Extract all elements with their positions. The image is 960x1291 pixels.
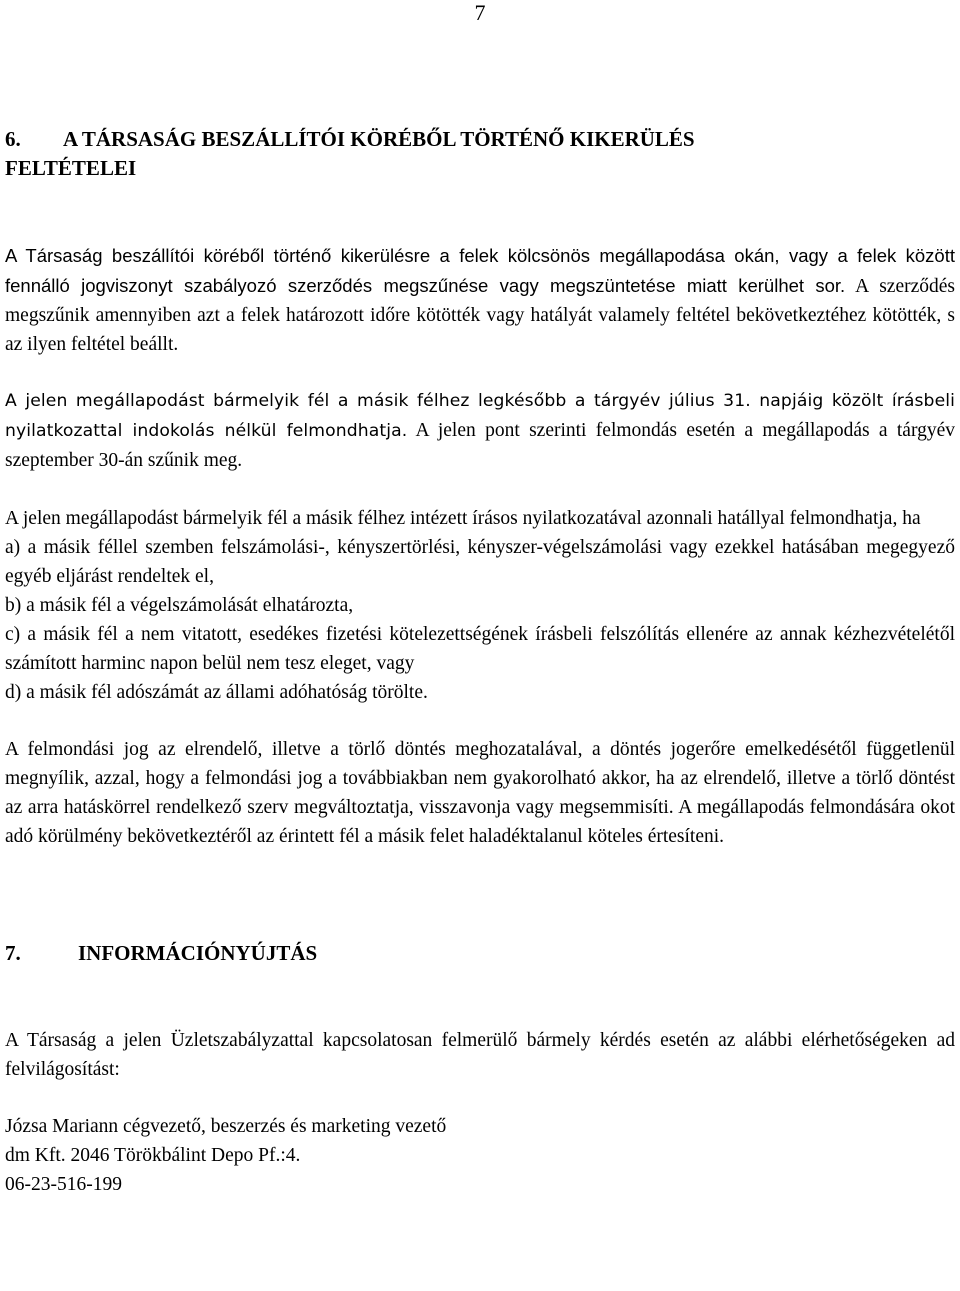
section-6-paragraph-4: A felmondási jog az elrendelő, illetve a törlő döntés meghozatalával, a döntés jogerőre emelkedésétől függetlenül megnyílik, azzal, hogy a felmondási jog a továbbiakban nem gyakorolható akkor, ha az elrendelő, illetve a törlő döntést az arra hatáskörrel rendelkező szerv megváltoztatja, visszavonja vagy megsemmisíti. A megállapodás felmondására okot adó körülmény bekövetkeztéről az érintett fél a másik felet haladéktalanul köteles értesíteni. (5, 739, 955, 847)
section-6-number: 6. (5, 127, 21, 151)
paragraph-3-intro: A jelen megállapodást bármelyik fél a másik félhez intézett írásos nyilatkozatával azonnali hatállyal felmondhatja, ha (5, 508, 921, 529)
contact-address: dm Kft. 2046 Törökbálint Depo Pf.:4. (5, 1145, 301, 1166)
list-item-a: a) a másik féllel szemben felszámolási-, kényszertörlési, kényszer-végelszámolási vagy ezekkel hatásában megegyező egyéb eljárást rendeltek el, (5, 537, 955, 587)
list-item-b: b) a másik fél a végelszámolását elhatározta, (5, 595, 354, 616)
contact-phone: 06-23-516-199 (5, 1174, 122, 1195)
section-6-heading (5, 125, 955, 183)
section-7-heading (5, 939, 955, 968)
section-7-paragraph-1: A Társaság a jelen Üzletszabályzattal kapcsolatosan felmerülő bármely kérdés esetén az alábbi elérhetőségeken ad felvilágosítást: (5, 1030, 955, 1080)
section-6-title-line1: A TÁRSASÁG BESZÁLLÍTÓI KÖRÉBŐL TÖRTÉNŐ KIKERÜLÉS (63, 127, 695, 151)
paragraph-1-serif-part: A szerződés megszűnik amennyiben azt a felek határozott időre kötötték vagy hatályát valamely feltétel bekövetkeztéhez kötötték, s az ilyen feltétel beállt. (5, 276, 955, 355)
section-6-title-line2: FELTÉTELEI (5, 156, 137, 180)
page-number: 7 (474, 0, 486, 25)
section-6-paragraph-1 (5, 241, 955, 359)
section-6-paragraph-2 (5, 387, 955, 476)
section-7-title: INFORMÁCIÓNYÚJTÁS (78, 941, 318, 965)
section-6-paragraph-3 (5, 504, 955, 707)
section-7-number: 7. (5, 941, 21, 965)
contact-name: Józsa Mariann cégvezető, beszerzés és marketing vezető (5, 1116, 447, 1137)
paragraph-1-sans-part: A Társaság beszállítói köréből történő kikerülésre a felek kölcsönös megállapodása okán, vagy a felek között fennálló jogviszonyt szabályozó szerződés megszűnése vagy megszüntetése miatt kerülhet sor. (5, 245, 955, 296)
paragraph-2-serif-part: A jelen pont szerinti felmondás esetén a megállapodás a tárgyév szeptember 30-án szűnik meg. (5, 420, 956, 471)
list-item-c: c) a másik fél a nem vitatott, esedékes fizetési kötelezettségének írásbeli felszólítás ellenére az annak kézhezvételétől számított harminc napon belül nem tesz eleget, vagy (5, 624, 955, 674)
document-body (5, 125, 955, 1199)
paragraph-2-sans-part: A jelen megállapodást bármelyik fél a másik félhez legkésőbb a tárgyév július 31. napjáig közölt írásbeli nyilatkozattal indokolás nélkül felmondhatja. (5, 391, 955, 441)
list-item-d: d) a másik fél adószámát az állami adóhatóság törölte. (5, 682, 428, 703)
contact-block (5, 1112, 955, 1199)
